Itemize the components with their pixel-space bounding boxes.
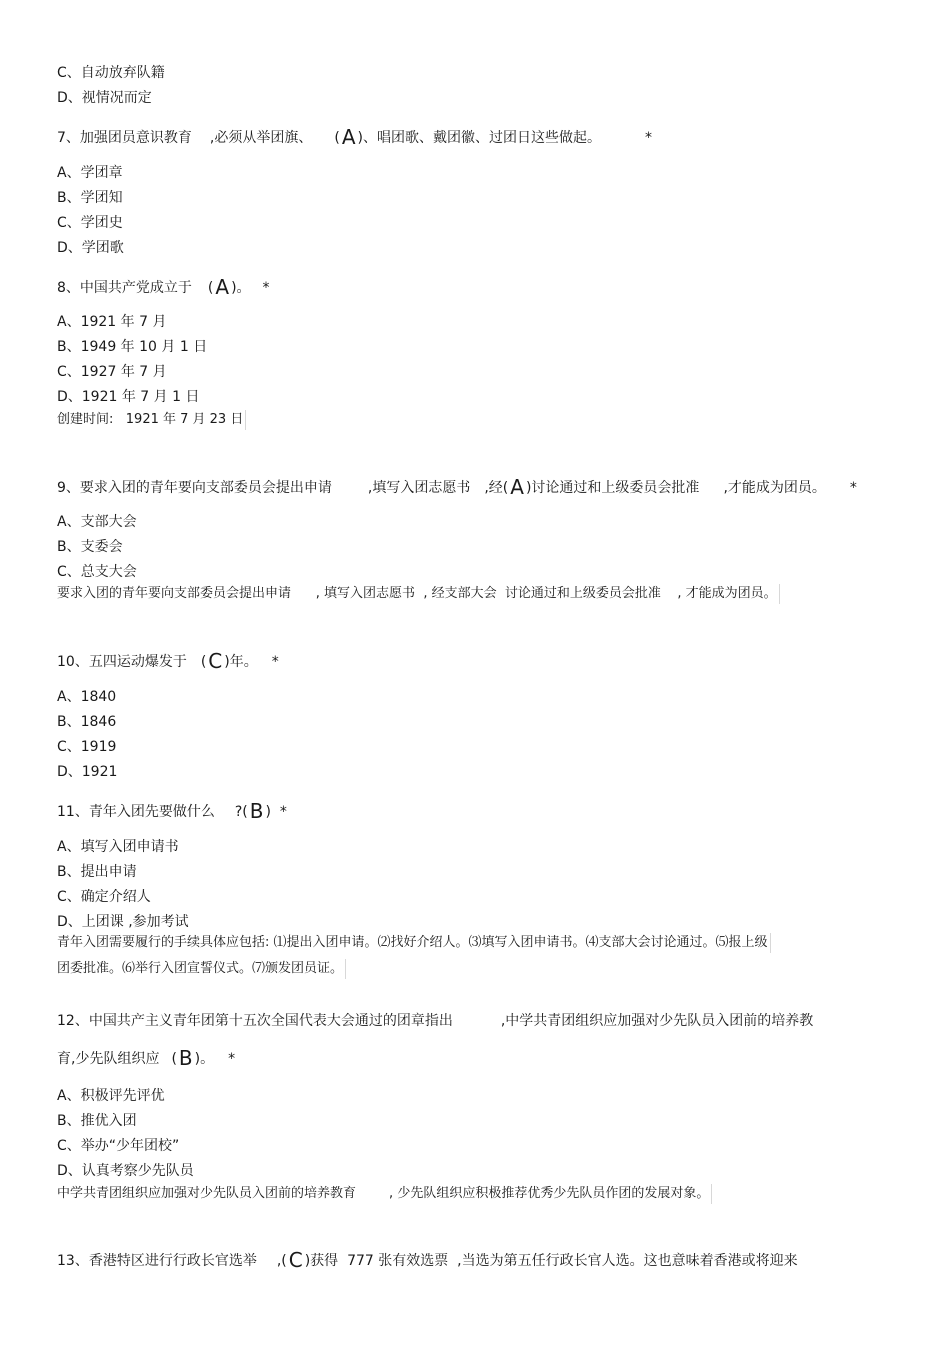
answer-11: B <box>249 799 264 823</box>
answer-13: C <box>288 1248 303 1272</box>
answer-note: 青年入团需要履行的手续具体应包括: ⑴提出入团申请。⑵找好介绍人。⑶填写入团申请书。⑷支部大会讨论通过。⑸报上级 <box>57 933 771 953</box>
answer-note: 创建时间: 1921 年 7 月 23 日 <box>57 410 246 430</box>
question-10: 10、五四运动爆发于 ( C )年。 * <box>57 649 279 673</box>
option-a: A、支部大会 <box>57 514 137 530</box>
option-b: B、提出申请 <box>57 864 137 880</box>
question-12-cont: 育,少先队组织应 ( B )。 * <box>57 1046 236 1070</box>
answer-note: 要求入团的青年要向支部委员会提出申请 , 填写入团志愿书 , 经支部大会 讨论通过和上级委员会批准 , 才能成为团员。 <box>57 584 780 604</box>
option-c: C、确定介绍人 <box>57 889 151 905</box>
option-b: B、推优入团 <box>57 1113 137 1129</box>
question-9: 9、要求入团的青年要向支部委员会提出申请 ,填写入团志愿书 ,经( A )讨论通过和上级委员会批准 ,才能成为团员。 * <box>57 475 857 499</box>
option-c: C、1919 <box>57 739 117 755</box>
option-d: D、上团课 ,参加考试 <box>57 914 189 930</box>
option-a: A、1840 <box>57 689 117 705</box>
option-b: B、1949 年 10 月 1 日 <box>57 339 208 355</box>
option-b: B、学团知 <box>57 190 123 206</box>
question-12: 12、中国共产主义青年团第十五次全国代表大会通过的团章指出 ,中学共青团组织应加强对少先队员入团前的培养教 <box>57 1013 814 1029</box>
answer-8: A <box>215 275 230 299</box>
answer-note: 团委批准。⑹举行入团宣誓仪式。⑺颁发团员证。 <box>57 959 346 979</box>
option-a: A、1921 年 7 月 <box>57 314 167 330</box>
option-b: B、支委会 <box>57 539 123 555</box>
option-d: D、认真考察少先队员 <box>57 1163 194 1179</box>
option-d: D、视情况而定 <box>57 90 152 106</box>
answer-note: 中学共青团组织应加强对少先队员入团前的培养教育 , 少先队组织应积极推荐优秀少先队员作团的发展对象。 <box>57 1184 712 1204</box>
option-c: C、自动放弃队籍 <box>57 65 165 81</box>
question-13: 13、香港特区进行行政长官选举 ,( C )获得 777 张有效选票 ,当选为第五任行政长官人选。这也意味着香港或将迎来 <box>57 1248 798 1272</box>
answer-10: C <box>208 649 223 673</box>
option-d: D、学团歌 <box>57 240 124 256</box>
option-a: A、学团章 <box>57 165 123 181</box>
option-b: B、1846 <box>57 714 117 730</box>
option-d: D、1921 <box>57 764 118 780</box>
option-c: C、总支大会 <box>57 564 137 580</box>
option-c: C、1927 年 7 月 <box>57 364 167 380</box>
question-7: 7、加强团员意识教育 ,必须从举团旗、 ( A )、唱团歌、戴团徽、过团日这些做起。 * <box>57 125 652 149</box>
option-c: C、学团史 <box>57 215 123 231</box>
option-a: A、填写入团申请书 <box>57 839 179 855</box>
option-c: C、举办“少年团校” <box>57 1138 180 1154</box>
answer-7: A <box>341 125 356 149</box>
answer-9: A <box>510 475 524 499</box>
answer-12: B <box>178 1046 193 1070</box>
option-d: D、1921 年 7 月 1 日 <box>57 389 200 405</box>
question-11: 11、青年入团先要做什么 ?( B ) * <box>57 799 287 823</box>
option-a: A、积极评先评优 <box>57 1088 165 1104</box>
question-8: 8、中国共产党成立于 ( A )。 * <box>57 275 270 299</box>
